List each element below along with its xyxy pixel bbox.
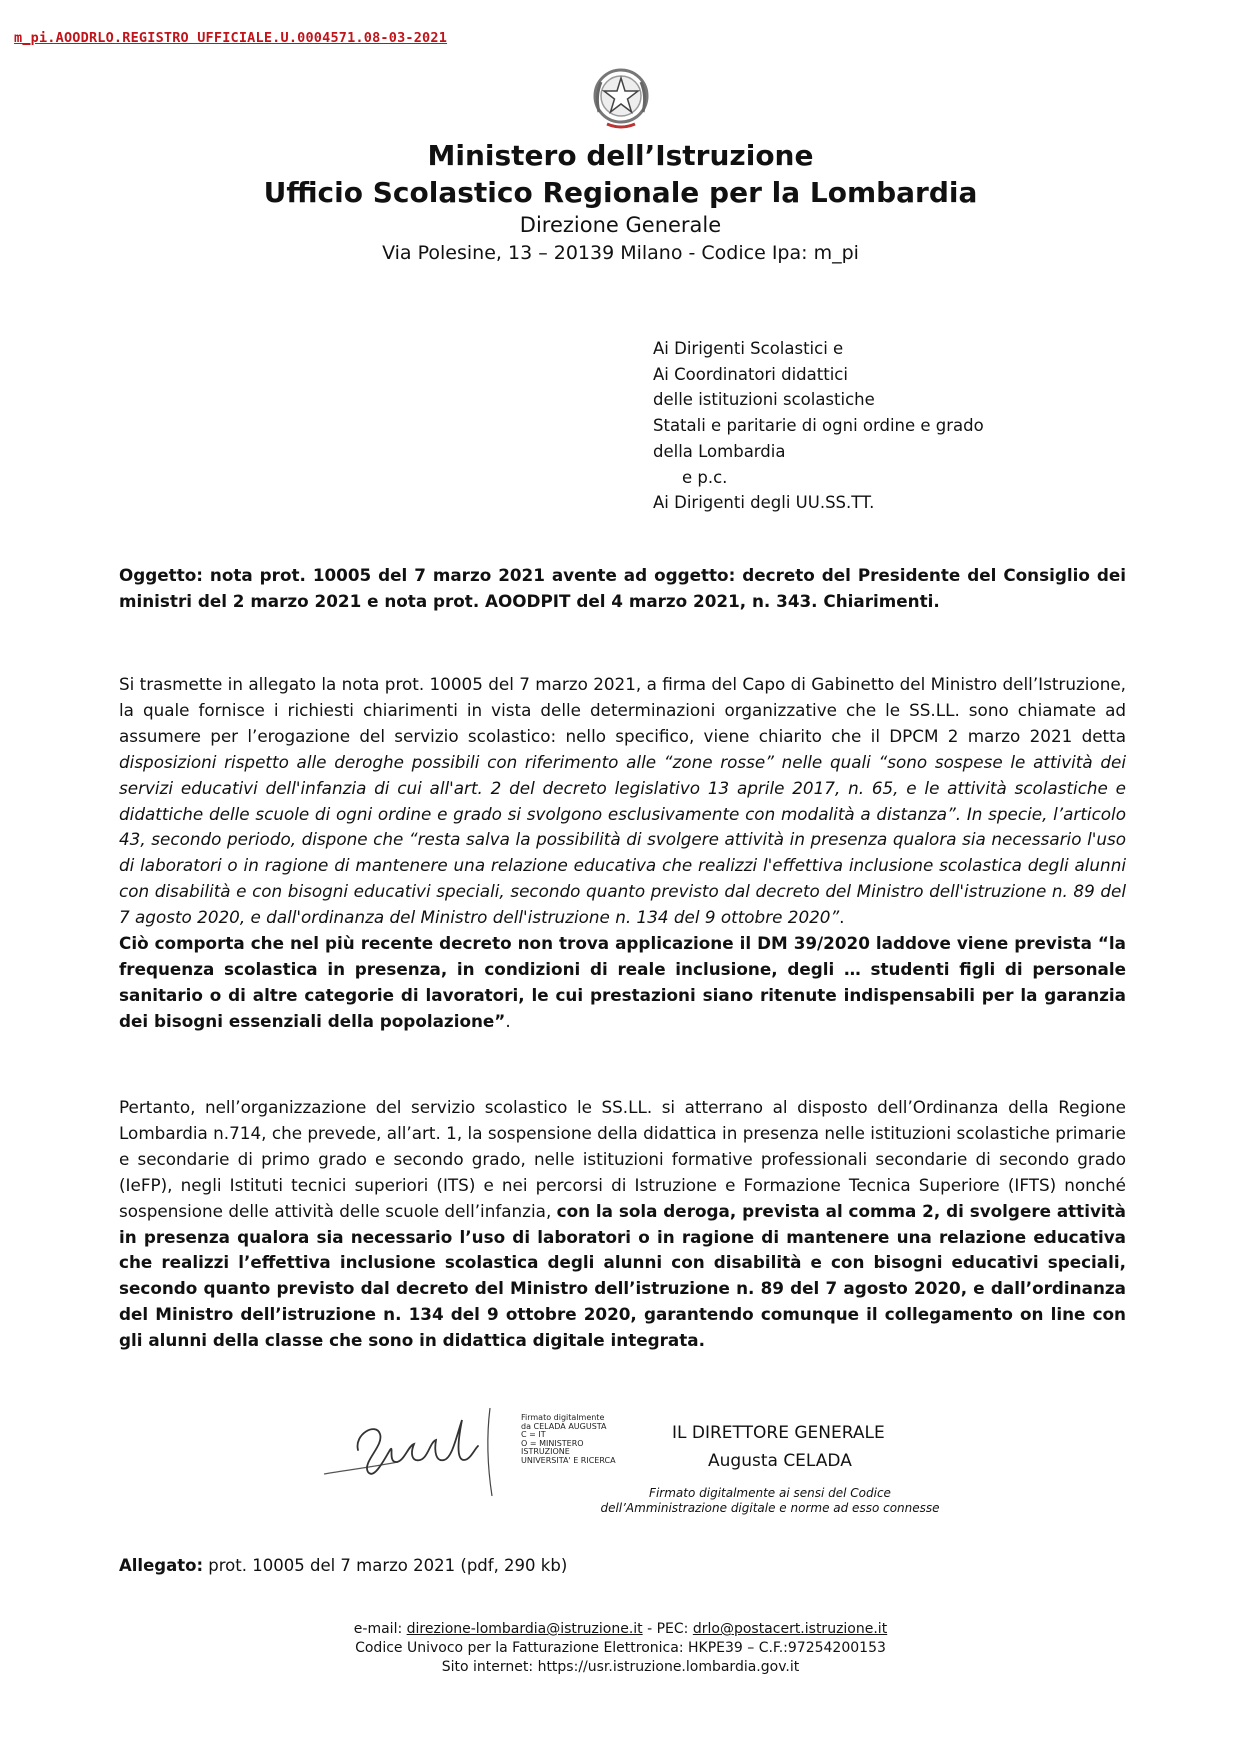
paragraph-text: Pertanto, nell’organizzazione del servizio scolastico le SS.LL. si atterrano al disposto dell’Ordinanza della Regione Lombardia n.714, che prevede, all’art. 1, la sospensione della didattica in presenza nelle istituzioni scolastiche primarie e secondarie di primo grado e secondo grado, nelle istituzioni formative professionali secondarie di secondo grado (IeFP), negli Istituti tecnici superiori (ITS) e nei percorsi di Istruzione e Formazione Tecnica Superiore (IFTS) nonché sospensione delle attività delle scuole dell’infanzia,	[119, 1097, 1126, 1221]
attachment-text: prot. 10005 del 7 marzo 2021 (pdf, 290 kb)	[203, 1556, 568, 1575]
email-label: e-mail:	[353, 1621, 407, 1637]
digital-signature-note	[590, 1486, 950, 1516]
footer-fiscal-code: Codice Univoco per la Fatturazione Elettronica: HKPE39 – C.F.:97254200153	[355, 1640, 886, 1656]
subject-line: Oggetto: nota prot. 10005 del 7 marzo 2021 avente ad oggetto: decreto del Presidente del Consiglio dei ministri del 2 marzo 2021 e nota prot. AOODPIT del 4 marzo 2021, n. 343. Chiarimenti.	[119, 565, 1126, 611]
quoted-provision: disposizioni rispetto alle deroghe possibili con riferimento alle “zone rosse” nelle quali “sono sospese le attività dei servizi educativi dell'infanzia di cui all'art. 2 del decreto legislativo 13 aprile 2017, n. 65, e le attività scolastiche e didattiche delle scuole di ogni ordine e grado si svolgono esclusivamente con modalità a distanza”. In specie, l’articolo 43, secondo periodo, dispone che “resta salva la possibilità di svolgere attività in presenza qualora sia necessario l'uso di laboratori o in ragione di mantenere una relazione educativa che realizzi l'effettiva inclusione scolastica degli alunni con disabilità e con bisogni educativi speciali, secondo quanto previsto dal decreto del Ministro dell'istruzione n. 89 del 7 agosto 2020, e dall'ordinanza del Ministro dell'istruzione n. 134 del 9 ottobre 2020”	[119, 751, 1126, 928]
stamp-line: UNIVERSITA' E RICERCA	[521, 1455, 616, 1465]
emphasis-text: con la sola deroga, prevista al comma 2, di svolgere attività in presenza qualora sia necessario l’uso di laboratori o in ragione di mantenere una relazione educativa che realizzi l’effettiva inclusione scolastica degli alunni con disabilità e con bisogni educativi speciali, secondo quanto previsto dal decreto del Ministro dell’istruzione n. 89 del 7 agosto 2020, e dall’ordinanza del Ministro dell’istruzione n. 134 del 9 ottobre 2020, garantendo comunque il collegamento on line con gli alunni della classe che sono in didattica digitale integrata.	[119, 1200, 1126, 1351]
emphasis-text: Ciò comporta che nel più recente decreto non trova applicazione il DM 39/2020 laddove viene prevista “la frequenza scolastica in presenza, in condizioni di reale inclusione, degli … studenti figli di personale sanitario o di altre categorie di lavoratori, le cui prestazioni siano ritenute indispensabili per la garanzia dei bisogni essenziali della popolazione”	[119, 933, 1126, 1031]
paragraph-text: .	[505, 1010, 511, 1031]
recipient-line: delle istituzioni scolastiche	[653, 390, 875, 410]
recipient-line: Ai Dirigenti Scolastici e	[653, 339, 844, 358]
paragraph-text: Si trasmette in allegato la nota prot. 10005 del 7 marzo 2021, a firma del Capo di Gabinetto del Ministro dell’Istruzione, la quale fornisce i richiesti chiarimenti in vista delle determinazioni organizzative che le SS.LL. sono chiamate ad assumere per l’erogazione del servizio scolastico: nello specifico, viene chiarito che il DPCM 2 marzo 2021 detta	[119, 674, 1126, 746]
signer-name: Augusta CELADA	[708, 1451, 852, 1471]
handwritten-signature-icon	[318, 1400, 514, 1498]
italian-republic-emblem-icon	[589, 62, 653, 132]
body-paragraph-2	[119, 1095, 1126, 1354]
recipient-cc-line: e p.c.	[682, 467, 728, 487]
paragraph-text: .	[839, 907, 845, 928]
attachment-label: Allegato:	[119, 1556, 204, 1575]
stamp-line: da CELADA AUGUSTA	[521, 1421, 607, 1431]
recipient-line: Ai Dirigenti degli UU.SS.TT.	[653, 493, 875, 513]
protocol-stamp: m_pi.AOODRLO.REGISTRO UFFICIALE.U.0004571.08-03-2021	[14, 30, 448, 46]
stamp-line: Firmato digitalmente	[521, 1413, 605, 1422]
pec-link[interactable]: drlo@postacert.istruzione.it	[692, 1621, 888, 1637]
recipients-block	[653, 336, 984, 516]
recipient-line: Statali e paritarie di ogni ordine e grado	[653, 416, 984, 436]
digital-signature-stamp	[521, 1414, 616, 1466]
attachment-line	[119, 1556, 567, 1575]
email-link[interactable]: direzione-lombardia@istruzione.it	[406, 1621, 643, 1637]
office-title: Ufficio Scolastico Regionale per la Lombardia	[263, 176, 978, 209]
office-address: Via Polesine, 13 – 20139 Milano - Codice Ipa: m_pi	[382, 242, 859, 264]
footer-website: Sito internet: https://usr.istruzione.lombardia.gov.it	[441, 1659, 800, 1675]
body-paragraph-1	[119, 672, 1126, 1035]
footer-contacts	[0, 1620, 1241, 1638]
note-line: Firmato digitalmente ai sensi del Codice	[649, 1486, 891, 1500]
signer-title: IL DIRETTORE GENERALE	[672, 1423, 885, 1443]
note-line: dell’Amministrazione digitale e norme ad esso connesse	[600, 1501, 940, 1515]
stamp-line: C = IT	[521, 1430, 546, 1440]
stamp-line: ISTRUZIONE	[521, 1447, 570, 1457]
pec-label: - PEC:	[642, 1621, 693, 1637]
recipient-line: Ai Coordinatori didattici	[653, 364, 848, 384]
ministry-title: Ministero dell’Istruzione	[427, 139, 814, 172]
direction-title: Direzione Generale	[519, 213, 722, 237]
recipient-line: della Lombardia	[653, 441, 786, 461]
stamp-line: O = MINISTERO	[521, 1438, 584, 1448]
